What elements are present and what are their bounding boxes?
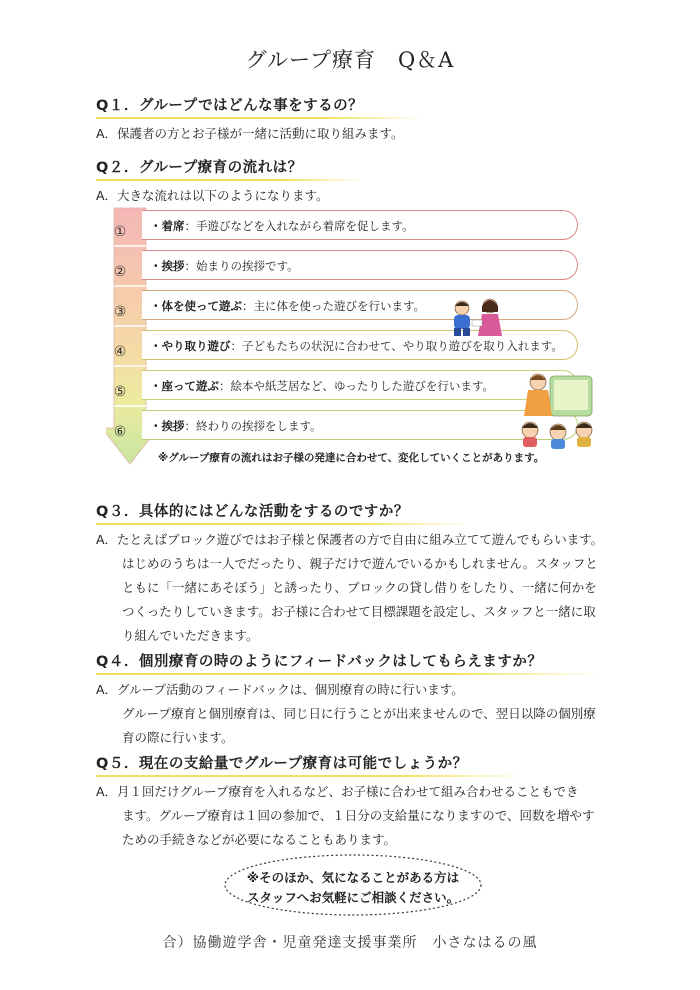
picture-book-illustration-icon (520, 368, 596, 450)
answer-3-line: A．たとえばブロック遊びではお子様と保護者の方で自由に組み立てて遊んでもらいます。 (96, 532, 604, 547)
qa-4 (96, 650, 616, 750)
answer-5-line: A．月１回だけグループ療育を入れるなど、お子様に合わせて組み合わせることもでき (96, 784, 579, 799)
answer-5-line: ます。グループ療育は１回の参加で、１日分の支給量になりますので、回数を増やす (122, 808, 595, 823)
question-5: Q５．現在の支給量でグループ療育は可能でしょうか？ (96, 752, 468, 774)
step-number: ④ (113, 344, 127, 360)
step-desc: ：絵本や紙芝居など、ゆったりした遊びを行います。 (219, 379, 494, 393)
footer-organization: 合）協働遊学舎・児童発達支援事業所 小さなはるの風 (162, 935, 538, 951)
answer-3-line: ともに「一緒にあそぼう」と誘ったり、ブロックの貸し借りをしたり、一緒に何かを (122, 580, 597, 595)
flow-step (142, 210, 578, 240)
step-term: ・挨拶 (150, 259, 185, 273)
playing-children-illustration-icon (444, 296, 512, 340)
answer-4-line: 育の際に行います。 (122, 730, 234, 745)
question-2: Q２．グループ療育の流れは？ (96, 156, 303, 178)
flow-step (142, 330, 578, 360)
answer-3-line: り組んでいただきます。 (122, 628, 259, 643)
step-number: ① (113, 224, 127, 240)
step-desc: ：手遊びなどを入れながら着席を促します。 (184, 219, 414, 233)
step-number: ⑥ (113, 424, 127, 440)
answer-5-line: ための手続きなどが必要になることもあります。 (122, 832, 397, 847)
qa-3 (96, 500, 616, 648)
qa-2 (96, 156, 616, 208)
flow-diagram (100, 206, 590, 468)
answer-4-line: グループ療育と個別療育は、同じ日に行うことが出来ませんので、翌日以降の個別療 (122, 706, 596, 721)
step-term: ・やり取り遊び (150, 339, 231, 353)
step-desc: ：主に体を使った遊びを行います。 (242, 299, 426, 313)
step-desc: ：子どもたちの状況に合わせて、やり取り遊びを取り入れます。 (230, 339, 563, 353)
answer-2-line: A．大きな流れは以下のようになります。 (96, 188, 329, 203)
question-3: Q３．具体的にはどんな活動をするのですか？ (96, 500, 409, 522)
flow-step (142, 410, 578, 440)
step-number: ② (113, 264, 127, 280)
consultation-bubble (222, 852, 484, 918)
step-number: ③ (113, 304, 127, 320)
qa-1 (96, 94, 616, 146)
answer-4-line: A．グループ活動のフィードバックは、個別療育の時に行います。 (96, 682, 464, 697)
page-title: グループ療育 Q＆A (245, 48, 455, 72)
flow-note: ※グループ療育の流れはお子様の発達に合わせて、変化していくことがあります。 (158, 452, 545, 464)
answer-3-line: つくったりしていきます。お子様に合わせて目標課題を設定し、スタッフと一緒に取 (122, 604, 596, 619)
flow-step (142, 250, 578, 280)
step-desc: ：始まりの挨拶です。 (184, 259, 299, 273)
step-desc: ：終わりの挨拶をします。 (184, 419, 322, 433)
qa-5 (96, 752, 616, 852)
answer-1-line: A．保護者の方とお子様が一緒に活動に取り組みます。 (96, 126, 404, 141)
step-term: ・挨拶 (150, 419, 185, 433)
flow-step (142, 370, 578, 400)
question-4: Q４．個別療育の時のようにフィードバックはしてもらえますか？ (96, 650, 542, 672)
step-number: ⑤ (113, 384, 127, 400)
answer-3-line: はじめのうちは一人でだったり、親子だけで遊んでいるかもしれません。スタッフと (122, 556, 598, 571)
bubble-line-1: ※そのほか、気になることがある方は (246, 870, 460, 885)
step-term: ・座って遊ぶ (150, 379, 219, 393)
step-term: ・体を使って遊ぶ (150, 299, 242, 313)
step-term: ・着席 (150, 219, 185, 233)
bubble-line-2: スタッフへお気軽にご相談ください。 (246, 890, 460, 905)
flow-step (142, 290, 578, 320)
question-1: Q１．グループではどんな事をするの？ (96, 94, 363, 116)
